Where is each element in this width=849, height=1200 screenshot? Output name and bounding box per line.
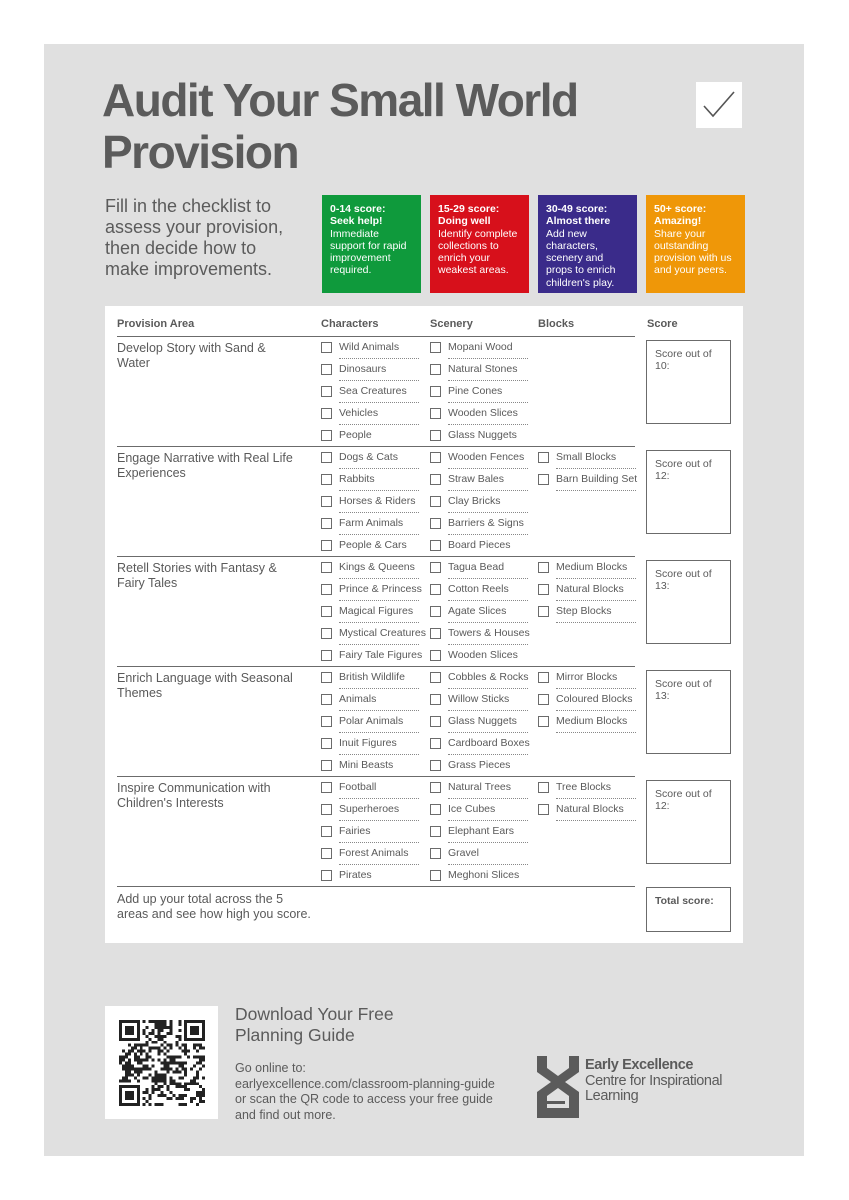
checklist-item-label: Natural Stones	[448, 363, 518, 375]
legend-text: Share your outstanding provision with us and your peers.	[654, 227, 732, 277]
provision-row	[117, 666, 635, 777]
score-box[interactable]: Score out of 12:	[646, 780, 731, 864]
characters-checklist-item[interactable]	[321, 447, 425, 469]
download-title-line-1: Download Your Free	[235, 1004, 394, 1024]
title-line-2: Provision	[102, 126, 299, 178]
checklist-item-label: Football	[339, 781, 377, 793]
checklist-item-label: Dinosaurs	[339, 363, 387, 375]
checklist-item-label: Medium Blocks	[556, 561, 628, 573]
checklist-item-label: People & Cars	[339, 539, 407, 551]
checkbox[interactable]	[321, 650, 332, 661]
scenery-checklist-item[interactable]	[430, 755, 534, 777]
checklist-item-label: Meghoni Slices	[448, 869, 520, 881]
download-url-link[interactable]: earlyexcellence.com/classroom-planning-guide	[235, 1076, 495, 1091]
characters-checklist-item[interactable]	[321, 821, 425, 843]
legend-headline: Seek help!	[330, 215, 383, 228]
checklist-item-label: Natural Blocks	[556, 583, 624, 595]
intro-text: Fill in the checklist to assess your provision, then decide how to make improvements.	[105, 196, 284, 279]
characters-checklist-item[interactable]	[321, 557, 425, 579]
checkbox[interactable]	[321, 364, 332, 375]
checklist-item-label: Farm Animals	[339, 517, 404, 529]
provision-area-name: Engage Narrative with Real Life Experiences	[117, 451, 293, 480]
checkbox[interactable]	[321, 760, 332, 771]
blocks-checklist-item[interactable]	[538, 777, 642, 799]
checklist-item-label: Agate Slices	[448, 605, 507, 617]
blocks-checklist-item[interactable]	[538, 667, 642, 689]
blocks-checklist-item[interactable]	[538, 799, 642, 821]
characters-checklist-item[interactable]	[321, 865, 425, 887]
checklist-item-label: Gravel	[448, 847, 479, 859]
checkbox[interactable]	[321, 408, 332, 419]
provision-row	[117, 336, 635, 447]
checklist-item-label: Straw Bales	[448, 473, 505, 485]
checklist-item-label: Wild Animals	[339, 341, 400, 353]
checklist-item-label: Cardboard Boxes	[448, 737, 530, 749]
blocks-checklist-item[interactable]	[538, 601, 642, 623]
checklist-item-label: Pirates	[339, 869, 372, 881]
checkbox[interactable]	[430, 848, 441, 859]
checkbox[interactable]	[321, 562, 332, 573]
download-title	[235, 1004, 394, 1046]
provision-row	[117, 776, 635, 887]
characters-checklist-item[interactable]	[321, 623, 425, 645]
checkbox[interactable]	[430, 518, 441, 529]
blocks-checklist-item[interactable]	[538, 689, 642, 711]
checkbox[interactable]	[538, 584, 549, 595]
checkbox[interactable]	[430, 782, 441, 793]
characters-checklist-item[interactable]	[321, 667, 425, 689]
checklist-item-label: Grass Pieces	[448, 759, 511, 771]
checkbox[interactable]	[321, 606, 332, 617]
scenery-checklist-item[interactable]	[430, 425, 534, 447]
checklist-item-label: Vehicles	[339, 407, 379, 419]
checkbox[interactable]	[321, 496, 332, 507]
brand-line-1: Early Excellence	[585, 1057, 694, 1073]
characters-checklist-item[interactable]	[321, 403, 425, 425]
checkbox[interactable]	[430, 694, 441, 705]
checkbox[interactable]	[321, 474, 332, 485]
scenery-checklist-item[interactable]	[430, 711, 534, 733]
brand-line-3: Learning	[585, 1088, 639, 1104]
checklist-item-label: Mopani Wood	[448, 341, 513, 353]
legend-range: 15-29 score:	[438, 203, 500, 215]
checkbox[interactable]	[321, 672, 332, 683]
characters-checklist-item[interactable]	[321, 579, 425, 601]
checkbox[interactable]	[321, 870, 332, 881]
checklist-item-label: Magical Figures	[339, 605, 414, 617]
checklist-item-label: Superheroes	[339, 803, 400, 815]
checkbox[interactable]	[430, 474, 441, 485]
scenery-checklist-item[interactable]	[430, 865, 534, 887]
characters-checklist-item[interactable]	[321, 491, 425, 513]
scenery-checklist-item[interactable]	[430, 689, 534, 711]
score-box[interactable]: Score out of 12:	[646, 450, 731, 534]
checkbox[interactable]	[321, 342, 332, 353]
checkbox[interactable]	[321, 386, 332, 397]
legend-range: 0-14 score:	[330, 203, 386, 215]
legend-text: Immediate support for rapid improvement required.	[330, 227, 407, 277]
checklist-item-label: British Wildlife	[339, 671, 405, 683]
checkbox[interactable]	[321, 716, 332, 727]
characters-checklist-item[interactable]	[321, 535, 425, 557]
scenery-checklist-item[interactable]	[430, 557, 534, 579]
scenery-checklist-item[interactable]	[430, 469, 534, 491]
checklist-item-label: Mirror Blocks	[556, 671, 618, 683]
checkbox[interactable]	[430, 386, 441, 397]
checklist-item-label: Wooden Slices	[448, 407, 518, 419]
provision-area-name: Inspire Communication with Children's Interests	[117, 781, 271, 810]
checklist-item-label: Inuit Figures	[339, 737, 397, 749]
characters-checklist-item[interactable]	[321, 799, 425, 821]
checkbox[interactable]	[538, 606, 549, 617]
checklist-item-label: Board Pieces	[448, 539, 511, 551]
scenery-checklist-item[interactable]	[430, 381, 534, 403]
scenery-checklist-item[interactable]	[430, 623, 534, 645]
table-divider	[117, 886, 635, 887]
checkbox[interactable]	[430, 364, 441, 375]
checklist-item-label: Pine Cones	[448, 385, 503, 397]
checklist-item-label: Prince & Princess	[339, 583, 422, 595]
checkbox[interactable]	[430, 430, 441, 441]
provision-row	[117, 446, 638, 557]
header-characters: Characters	[321, 318, 379, 330]
characters-checklist-item[interactable]	[321, 645, 425, 667]
header-score: Score	[647, 318, 678, 330]
checklist-item-label: Small Blocks	[556, 451, 617, 463]
checkbox[interactable]	[430, 760, 441, 771]
checkbox[interactable]	[321, 804, 332, 815]
checklist-item-label: Barriers & Signs	[448, 517, 524, 529]
scenery-checklist-item[interactable]	[430, 579, 534, 601]
checklist-item-label: Mini Beasts	[339, 759, 394, 771]
checkbox[interactable]	[321, 738, 332, 749]
download-line-4: and find out more.	[235, 1107, 336, 1122]
scenery-checklist-item[interactable]	[430, 359, 534, 381]
checkbox[interactable]	[430, 408, 441, 419]
checklist-item-label: Forest Animals	[339, 847, 409, 859]
checkbox[interactable]	[430, 452, 441, 463]
legend-seek-help	[322, 195, 421, 293]
scenery-checklist-item[interactable]	[430, 403, 534, 425]
legend-text: Identify complete collections to enrich your weakest areas.	[438, 227, 518, 277]
total-instructions: Add up your total across the 5 areas and see how high you score.	[117, 892, 311, 921]
checklist-item-label: Elephant Ears	[448, 825, 514, 837]
checkbox[interactable]	[321, 430, 332, 441]
checkbox[interactable]	[430, 650, 441, 661]
checklist-item-label: Tagua Bead	[448, 561, 505, 573]
checklist-item-label: Dogs & Cats	[339, 451, 398, 463]
checkbox[interactable]	[321, 540, 332, 551]
scenery-checklist-item[interactable]	[430, 513, 534, 535]
checklist-item-label: Towers & Houses	[448, 627, 530, 639]
checkbox[interactable]	[430, 628, 441, 639]
scenery-checklist-item[interactable]	[430, 535, 534, 557]
checklist-item-label: Animals	[339, 693, 377, 705]
checkbox[interactable]	[321, 826, 332, 837]
checkbox[interactable]	[430, 672, 441, 683]
checkbox[interactable]	[430, 826, 441, 837]
checklist-item-label: Willow Sticks	[448, 693, 510, 705]
characters-checklist-item[interactable]	[321, 513, 425, 535]
audit-table	[105, 306, 743, 943]
score-box[interactable]: Score out of 13:	[646, 560, 731, 644]
scenery-checklist-item[interactable]	[430, 601, 534, 623]
title-line-1: Audit Your Small World	[102, 74, 578, 126]
characters-checklist-item[interactable]	[321, 469, 425, 491]
checklist-item-label: People	[339, 429, 372, 441]
checklist-item-label: Wooden Fences	[448, 451, 525, 463]
checkbox[interactable]	[321, 584, 332, 595]
checklist-item-label: Fairy Tale Figures	[339, 649, 423, 661]
checklist-item-label: Wooden Slices	[448, 649, 518, 661]
early-excellence-logo-icon	[537, 1056, 579, 1118]
scenery-checklist-item[interactable]	[430, 645, 534, 667]
checklist-item-label: Barn Building Set	[556, 473, 638, 485]
download-line-3: or scan the QR code to access your free guide	[235, 1092, 493, 1106]
checkbox[interactable]	[430, 540, 441, 551]
legend-range: 30-49 score:	[546, 203, 608, 215]
checkbox[interactable]	[430, 496, 441, 507]
audit-sheet	[44, 44, 804, 1156]
checklist-item-label: Fairies	[339, 825, 371, 837]
characters-checklist-item[interactable]	[321, 425, 425, 447]
scenery-checklist-item[interactable]	[430, 777, 534, 799]
checklist-item-label: Polar Animals	[339, 715, 404, 727]
legend-headline: Almost there	[546, 215, 611, 228]
legend-text: Add new characters, scenery and props to enrich children's play.	[546, 227, 616, 289]
characters-checklist-item[interactable]	[321, 711, 425, 733]
checkbox[interactable]	[430, 870, 441, 881]
checklist-item-label: Ice Cubes	[448, 803, 496, 815]
checkbox[interactable]	[321, 694, 332, 705]
checkbox[interactable]	[430, 606, 441, 617]
characters-checklist-item[interactable]	[321, 337, 425, 359]
header-provision-area: Provision Area	[117, 318, 195, 330]
checklist-item-label: Sea Creatures	[339, 385, 407, 397]
checkbox[interactable]	[538, 452, 549, 463]
score-box[interactable]: Score out of 10:	[646, 340, 731, 424]
checklist-item-label: Coloured Blocks	[556, 693, 633, 705]
provision-row	[117, 556, 635, 667]
provision-area-name: Enrich Language with Seasonal Themes	[117, 671, 293, 700]
page-title	[102, 74, 662, 178]
checkbox[interactable]	[538, 672, 549, 683]
characters-checklist-item[interactable]	[321, 381, 425, 403]
checkbox[interactable]	[321, 848, 332, 859]
blocks-checklist-item[interactable]	[538, 711, 642, 733]
checkbox[interactable]	[430, 342, 441, 353]
download-instructions	[235, 1061, 525, 1123]
checkbox[interactable]	[538, 782, 549, 793]
characters-checklist-item[interactable]	[321, 359, 425, 381]
checklist-item-label: Rabbits	[339, 473, 375, 485]
dotted-divider	[556, 732, 636, 733]
checklist-item-label: Natural Blocks	[556, 803, 624, 815]
checkbox[interactable]	[321, 628, 332, 639]
blocks-checklist-item[interactable]	[538, 469, 642, 491]
legend-headline: Amazing!	[654, 215, 702, 228]
characters-checklist-item[interactable]	[321, 777, 425, 799]
checklist-item-label: Medium Blocks	[556, 715, 628, 727]
characters-checklist-item[interactable]	[321, 689, 425, 711]
scenery-checklist-item[interactable]	[430, 447, 534, 469]
brand-name	[585, 1058, 722, 1105]
checkbox[interactable]	[430, 804, 441, 815]
scenery-checklist-item[interactable]	[430, 821, 534, 843]
legend-doing-well	[430, 195, 529, 293]
checkmark-icon	[696, 82, 742, 128]
scenery-checklist-item[interactable]	[430, 799, 534, 821]
legend-range: 50+ score:	[654, 203, 707, 215]
checkbox[interactable]	[430, 716, 441, 727]
checklist-item-label: Cotton Reels	[448, 583, 509, 595]
legend-amazing	[646, 195, 745, 293]
checklist-item-label: Cobbles & Rocks	[448, 671, 529, 683]
qr-code-icon[interactable]	[105, 1006, 218, 1119]
blocks-checklist-item[interactable]	[538, 447, 642, 469]
header-scenery: Scenery	[430, 318, 473, 330]
header-blocks: Blocks	[538, 318, 575, 330]
blocks-checklist-item[interactable]	[538, 579, 642, 601]
checklist-item-label: Mystical Creatures	[339, 627, 426, 639]
dotted-divider	[556, 820, 636, 821]
checklist-item-label: Step Blocks	[556, 605, 612, 617]
checklist-item-label: Glass Nuggets	[448, 715, 517, 727]
scenery-checklist-item[interactable]	[430, 337, 534, 359]
characters-checklist-item[interactable]	[321, 843, 425, 865]
score-box[interactable]: Score out of 13:	[646, 670, 731, 754]
checkbox[interactable]	[430, 562, 441, 573]
brand-line-2: Centre for Inspirational	[585, 1072, 723, 1089]
checkbox[interactable]	[538, 804, 549, 815]
checklist-item-label: Clay Bricks	[448, 495, 501, 507]
checklist-item-label: Tree Blocks	[556, 781, 612, 793]
checkbox[interactable]	[430, 584, 441, 595]
checklist-item-label: Glass Nuggets	[448, 429, 517, 441]
checklist-item-label: Natural Trees	[448, 781, 512, 793]
provision-area-name: Develop Story with Sand & Water	[117, 341, 266, 370]
provision-area-name: Retell Stories with Fantasy & Fairy Tales	[117, 561, 277, 590]
total-score-box[interactable]: Total score:	[646, 887, 731, 932]
download-line-1: Go online to:	[235, 1061, 306, 1075]
scenery-checklist-item[interactable]	[430, 667, 534, 689]
checkbox[interactable]	[430, 738, 441, 749]
checkbox[interactable]	[538, 474, 549, 485]
characters-checklist-item[interactable]	[321, 755, 425, 777]
scenery-checklist-item[interactable]	[430, 843, 534, 865]
characters-checklist-item[interactable]	[321, 733, 425, 755]
legend-headline: Doing well	[438, 215, 491, 228]
checklist-item-label: Horses & Riders	[339, 495, 416, 507]
checkbox[interactable]	[538, 562, 549, 573]
blocks-checklist-item[interactable]	[538, 557, 642, 579]
characters-checklist-item[interactable]	[321, 601, 425, 623]
legend-almost-there	[538, 195, 637, 293]
checkbox[interactable]	[321, 518, 332, 529]
dotted-divider	[556, 490, 636, 491]
checkbox[interactable]	[321, 452, 332, 463]
scenery-checklist-item[interactable]	[430, 733, 534, 755]
scenery-checklist-item[interactable]	[430, 491, 534, 513]
checkbox[interactable]	[321, 782, 332, 793]
checkbox[interactable]	[538, 716, 549, 727]
download-title-line-2: Planning Guide	[235, 1025, 355, 1045]
checkbox[interactable]	[538, 694, 549, 705]
dotted-divider	[556, 622, 636, 623]
checklist-item-label: Kings & Queens	[339, 561, 415, 573]
